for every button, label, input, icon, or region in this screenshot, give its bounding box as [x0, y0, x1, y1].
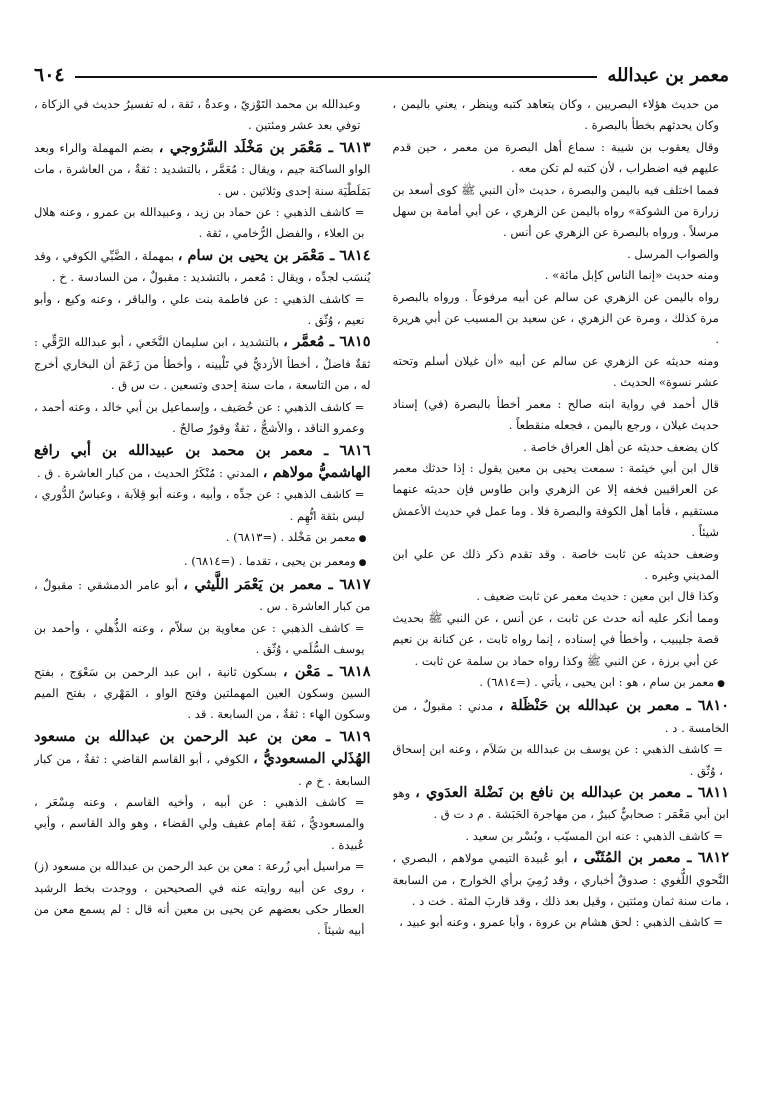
entry-text: بمهملة ، الضَّبِّي الكوفي ، وقد يُنسَب لجدِّه ، ويقال : مُعمر ، بالتشديد : مقبولٌ ، من السادسة . خ .	[34, 248, 371, 285]
header-rule	[75, 76, 598, 78]
kashif-note: = مراسيل أبي زُرعة : معن بن عبد الرحمن بن عبدالله بن مسعود (ز) ، روى عن أبيه روايته عنه في الصحيحين ، ووجدت بخط الرشيد العطار حكى بعضهم عن يحيى بن معين أنه قال : لم يسمع معن من أبيه شيئاً .	[34, 859, 365, 938]
paragraph: كان يضعف حديثه عن أهل العراق خاصة .	[523, 439, 719, 454]
entry-heading: ٦٨١٤ ـ مَعْمَر بن يحيى بن سام ،	[177, 246, 371, 264]
entry-heading: ٦٨١٢ ـ معمر بن المُثَنّى ،	[572, 849, 729, 867]
entry-text: الكوفي ، أبو القاسم القاضي : ثقةٌ ، من كبار السابعة . خ م .	[34, 752, 371, 788]
entry-heading: ٦٨١٧ ـ معمر بن يَعْمَر اللَّيثي ،	[183, 575, 371, 593]
entry-heading: ٦٨١٩ ـ معن بن عبد الرحمن بن عبدالله بن مسعود الهُذَلي المسعوديُّ ،	[34, 727, 371, 768]
paragraph: ومنه حديث «إنما الناس كإبل مائة» .	[544, 268, 719, 283]
entry-text: بضم المهملة والراء وبعد الواو الساكنة جيم ، ويقال : مُعَمَّر ، بالتشديد : ثقةٌ ، من العاشرة ، مات بَمَلَطْيَة سنة إحدى وثلاثين . س .	[34, 140, 371, 198]
entry-text: مدني : مقبولٌ ، من الخامسة . د .	[392, 699, 729, 735]
entry-text: بالتشديد ، ابن سليمان النَّخَعي ، أبو عبدالله الرَّقِّي : ثقةٌ فاضلٌ ، أخطأ الأزديُّ في تَلْيينه ، وأخطأ من زَعَمَ أن البخاري أخرج له ، من التاسعة ، مات سنة إحدى وتسعين . ت س ق .	[34, 335, 371, 393]
text-columns	[34, 94, 729, 1086]
right-column	[393, 94, 730, 1086]
entry-heading: ٦٨١٠ ـ معمر بن عبدالله بن حَنْظَلة ،	[498, 697, 729, 715]
paragraph: وقال يعقوب بن شيبة : سماع أهل البصرة من معمر ، حين قدم عليهم فيه اضطراب ، لأن كتبه لم تكن معه .	[392, 139, 719, 176]
paragraph: قال ابن أبي خيثمة : سمعت يحيى بن معين يقول : إذا حدثك معمر عن العراقيين فخفه إلا عن الزهري وابن طاوس فإن حديثه عنهما مستقيم ، فأما أهل الكوفة والبصرة فلا . وما عمل في حديث الأعمش شيئاً .	[392, 460, 719, 540]
entry-heading: ٦٨١٦ ـ معمر بن محمد بن عبيدالله بن أبي رافع الهاشميُّ مولاهم ،	[34, 441, 371, 481]
biography-entry	[34, 440, 371, 485]
biography-entry	[34, 574, 371, 618]
biography-entry	[393, 782, 730, 826]
entry-heading: ٦٨١٥ ـ مُعمَّر ،	[283, 333, 371, 351]
kashif-note: = كاشف الذهبي : عن أبيه ، وأخيه القاسم ، وعنه مِسْعَر ، والمسعوديُّ ، ثقة إمام عفيف ولي القضاء ، وهو والد القاسم ، وأبي عُبيدة .	[34, 795, 365, 852]
biography-entry	[34, 661, 371, 726]
paragraph: ومما أنكر عليه أنه حدث عن ثابت ، عن أنس ، عن النبي ﷺ بحديث قصة جليبيب ، وأخطأ في إسناده ، إنما رواه ثابت ، عن كنانة بن نعيم عن أبي برزة ، عن النبي ﷺ وكذا رواه حماد بن سلمة عن ثابت .	[392, 610, 719, 668]
entry-heading: ٦٨١١ ـ معمر بن عبدالله بن نافع بن نَضْلة العدَوي ،	[415, 784, 729, 801]
entry-heading: ٦٨١٣ ـ مَعْمَر بن مَخْلَد السَّرُوجي ،	[158, 138, 371, 156]
entry-text: أبو عامر الدمشقي : مقبولٌ ، من كبار العاشرة . س .	[34, 577, 371, 614]
biography-entry	[34, 137, 371, 202]
paragraph: رواه باليمن عن الزهري عن سالم عن أبيه مرفوعاً . ورواه بالبصرة مرة كذلك ، ومرة عن الزهري ، عن سعيد بن المسيب عن أبي هريرة .	[392, 289, 719, 347]
cross-reference: ● معمر بن مَخْلد . (=٦٨١٣) .	[34, 527, 371, 550]
kashif-note: = كاشف الذهبي : عن حماد بن زيد ، وعبيدالله بن عمرو ، وعنه هلال بن العلاء ، والفضل الرُّخامي ، ثقة .	[34, 205, 365, 241]
page-number: ٦٠٤	[34, 64, 65, 86]
entry-text: بسكون ثانية ، ابن عبد الرحمن بن سَعْوَج ، بفتح السين وسكون العين المهملتين وفتح الواو ، المَهْري ، بفتح الميم وسكون الهاء : ثقةٌ ، من السابعة . قد .	[34, 664, 371, 722]
paragraph: وكذا قال ابن معين : حديث معمر عن ثابت ضعيف .	[476, 589, 719, 604]
page-header	[34, 56, 729, 86]
biography-entry	[34, 726, 371, 792]
entry-text: المدني : مُنْكَرُ الحديث ، من كبار العاشرة . ق .	[37, 465, 260, 480]
cross-reference: ● ومعمر بن يحيى ، تقدما . (=٦٨١٤) .	[34, 551, 371, 574]
cross-reference: ● معمر بن سام ، هو : ابن يحيى ، يأتي . (=٦٨١٤) .	[393, 672, 730, 695]
biography-entry	[393, 695, 730, 739]
kashif-note: = كاشف الذهبي : عن معاوية بن سلاّم ، وعنه الذُّهلي ، وأحمد بن يوسف السُّلَمي ، وُثّق .	[34, 620, 365, 657]
kashif-note: = كاشف الذهبي : عنه ابن المسيّب ، وبُسْر بن سعيد .	[465, 828, 723, 843]
kashif-note: = كاشف الذهبي : لحق هشام بن عروة ، وأبا عمرو ، وعنه أبو عبيد ،	[399, 915, 723, 930]
kashif-note: = كاشف الذهبي : عن يوسف بن عبدالله بن سَلاَم ، وعنه ابن إسحاق ، وُثّق .	[392, 742, 723, 778]
paragraph: ومنه حديثه عن الزهري عن سالم عن أبيه «أن غيلان أسلم وتحته عشر نسوة» الحديث .	[392, 353, 719, 390]
biography-entry	[393, 847, 730, 912]
paragraph: من حديث هؤلاء البصريين ، وكان يتعاهد كتبه وينظر ، يعني باليمن ، وكان يحدثهم بخطأ بالبصرة .	[392, 97, 719, 133]
paragraph: والصواب المرسل .	[627, 246, 719, 261]
kashif-note: = كاشف الذهبي : عن فاطمة بنت علي ، والباقر ، وعنه وكيع ، وأبو نعيم ، وُثّق .	[34, 291, 365, 328]
paragraph: فمما اختلف فيه باليمن والبصرة ، حديث «أن النبي ﷺ كوى أسعد بن زرارة من الشوكة» رواه باليمن عن الزهري ، عن أبي أمامة بن سهل مرسلاً . ورواه بالبصرة عن الزهري عن أنس .	[392, 182, 719, 240]
entry-text: وهو ابن أبي مَعْمَر : صحابيٌّ كبيرٌ ، من مهاجرة الحَبَشة . م د ت ق .	[392, 786, 729, 822]
kashif-note: = كاشف الذهبي : عن جدِّه ، وأبيه ، وعنه أبو قِلاَبة ، وعباسٌ الدُّوري ، ليس بثقة اتُّهِم .	[34, 487, 365, 523]
paragraph: وعبدالله بن محمد التَوْزيّ ، وعدةٌ ، ثقة ، له تفسيرُ حديث في الزكاة ، توفي بعد عشر ومئتين .	[34, 97, 361, 133]
left-column	[34, 94, 371, 1086]
kashif-note: = كاشف الذهبي : عن خُصَيف ، وإسماعيل بن أبي خالد ، وعنه أحمد ، وعمرو الناقد ، والأشجُّ ، ثقةٌ وقورٌ صالحٌ .	[34, 399, 365, 436]
entry-heading: ٦٨١٨ ـ مَعْن ،	[282, 662, 371, 680]
biography-entry	[34, 331, 371, 396]
entry-text: أبو عُبيدة التيمي مولاهم ، البصري ، النَّحوي اللُّغوي : صدوقٌ أخباري ، وقد رُمِيَ برأي الخوارج ، من السابعة ، مات سنة ثمان ومئتين ، وقيل بعد ذلك ، وقد قاربَ المئة . خت د .	[392, 851, 729, 909]
paragraph: قال أحمد في رواية ابنه صالح : معمر أخطأ بالبصرة (في) إسناد حديث غيلان ، ورجع باليمن ، فجعله منقطعاً .	[392, 396, 719, 433]
biography-entry	[34, 245, 371, 289]
paragraph: وضعف حديثه عن ثابت خاصة . وقد تقدم ذكر ذلك عن علي ابن المديني وغيره .	[392, 546, 719, 582]
running-title: معمر بن عبدالله	[607, 65, 729, 86]
